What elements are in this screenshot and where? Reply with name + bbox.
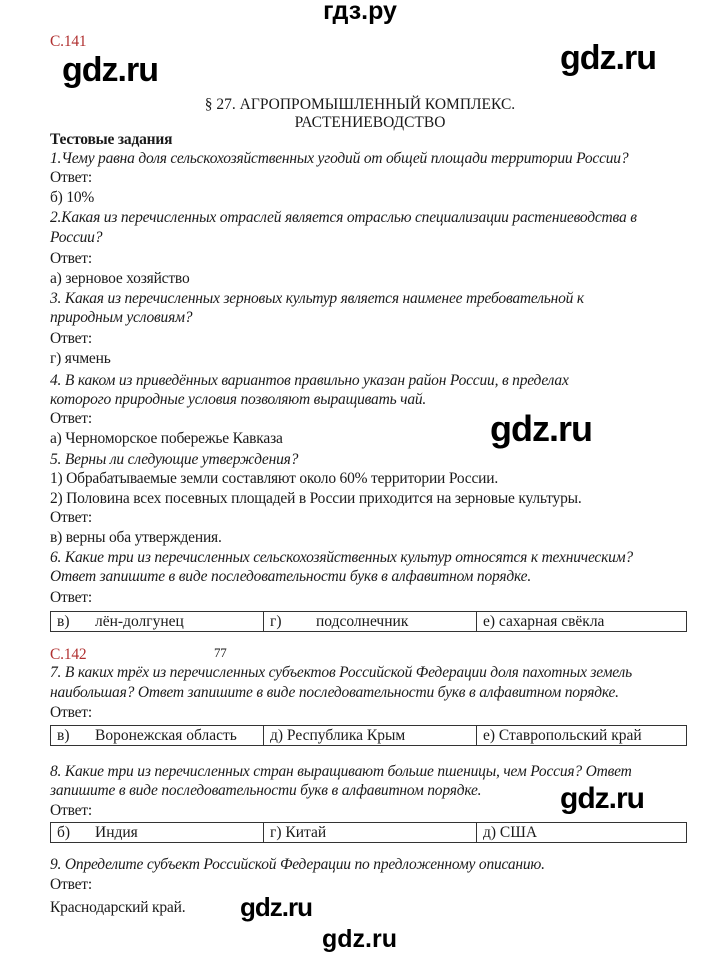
question-7-line1: 7. В каких трёх из перечисленных субъектов Российской Федерации доля пахотных земель (50, 664, 632, 681)
answer-label: Ответ: (50, 330, 92, 347)
page-number-overlay: 77 (214, 645, 227, 660)
answer-label: Ответ: (50, 169, 92, 186)
answer-cell: е) Ставропольский край (477, 726, 687, 746)
answer-label: Ответ: (50, 250, 92, 267)
answer-label: Ответ: (50, 410, 92, 427)
answer-cell: в) Воронежская область (51, 726, 264, 746)
watermark: gdz.ru (560, 782, 644, 815)
answer-cell: в) лён-долгунец (51, 612, 264, 632)
watermark: gdz.ru (560, 39, 656, 77)
answer-6-table (50, 611, 687, 632)
question-3-line2: природным условиям? (50, 309, 193, 326)
page-number-141: С.141 (50, 33, 87, 50)
answer-label: Ответ: (50, 876, 92, 893)
answer-3: г) ячмень (50, 350, 111, 367)
question-1: 1.Чему равна доля сельскохозяйственных угодий от общей площади территории России? (50, 150, 629, 167)
watermark: gdz.ru (322, 925, 397, 953)
question-8-line2: запишите в виде последовательности букв в алфавитном порядке. (50, 782, 482, 799)
watermark: gdz.ru (62, 51, 158, 89)
question-3-line1: 3. Какая из перечисленных зерновых культур является наименее требовательной к (50, 290, 584, 307)
question-4-line1: 4. В каком из приведённых вариантов правильно указан район России, в пределах (50, 372, 569, 389)
statement-2: 2) Половина всех посевных площадей в России приходится на зерновые культуры. (50, 490, 582, 507)
question-6-line1: 6. Какие три из перечисленных сельскохозяйственных культур относятся к техническим? (50, 549, 633, 566)
title-line2: РАСТЕНИЕВОДСТВО (294, 114, 446, 131)
question-9: 9. Определите субъект Российской Федерации по предложенному описанию. (50, 856, 545, 873)
answer-2: а) зерновое хозяйство (50, 270, 190, 287)
answer-label: Ответ: (50, 704, 92, 721)
answer-cell: д) Республика Крым (264, 726, 477, 746)
watermark: gdz.ru (240, 892, 312, 922)
title-line1: § 27. АГРОПРОМЫШЛЕННЫЙ КОМПЛЕКС. (204, 96, 516, 113)
page-number-142: С.142 (50, 646, 87, 663)
answer-1: б) 10% (50, 189, 95, 206)
question-2-line2: России? (50, 229, 103, 246)
answer-8-table (50, 822, 687, 843)
site-header-logo[interactable]: гдз.ру (323, 0, 397, 25)
answer-label: Ответ: (50, 509, 92, 526)
answer-cell: г) подсолнечник (264, 612, 477, 632)
question-5: 5. Верны ли следующие утверждения? (50, 451, 299, 468)
statement-1: 1) Обрабатываемые земли составляют около 60% территории России. (50, 470, 499, 487)
watermark: gdz.ru (490, 408, 592, 449)
answer-label: Ответ: (50, 589, 92, 606)
question-4-line2: которого природные условия позволяют выращивать чай. (50, 391, 427, 408)
question-8-line1: 8. Какие три из перечисленных стран выращивают больше пшеницы, чем Россия? Ответ (50, 763, 632, 780)
answer-cell: г) Китай (264, 823, 477, 843)
answer-cell: е) сахарная свёкла (477, 612, 687, 632)
answer-7-table (50, 725, 687, 746)
answer-5: в) верны оба утверждения. (50, 529, 222, 546)
question-7-line2: наибольшая? Ответ запишите в виде последовательности букв в алфавитном порядке. (50, 684, 619, 701)
answer-cell: д) США (477, 823, 687, 843)
question-2-line1: 2.Какая из перечисленных отраслей является отраслью специализации растениеводства в (50, 209, 637, 226)
answer-label: Ответ: (50, 802, 92, 819)
answer-9: Краснодарский край. (50, 899, 186, 916)
question-6-line2: Ответ запишите в виде последовательности букв в алфавитном порядке. (50, 568, 532, 585)
section-heading: Тестовые задания (50, 131, 173, 148)
answer-4: а) Черноморское побережье Кавказа (50, 430, 283, 447)
answer-cell: б) Индия (51, 823, 264, 843)
